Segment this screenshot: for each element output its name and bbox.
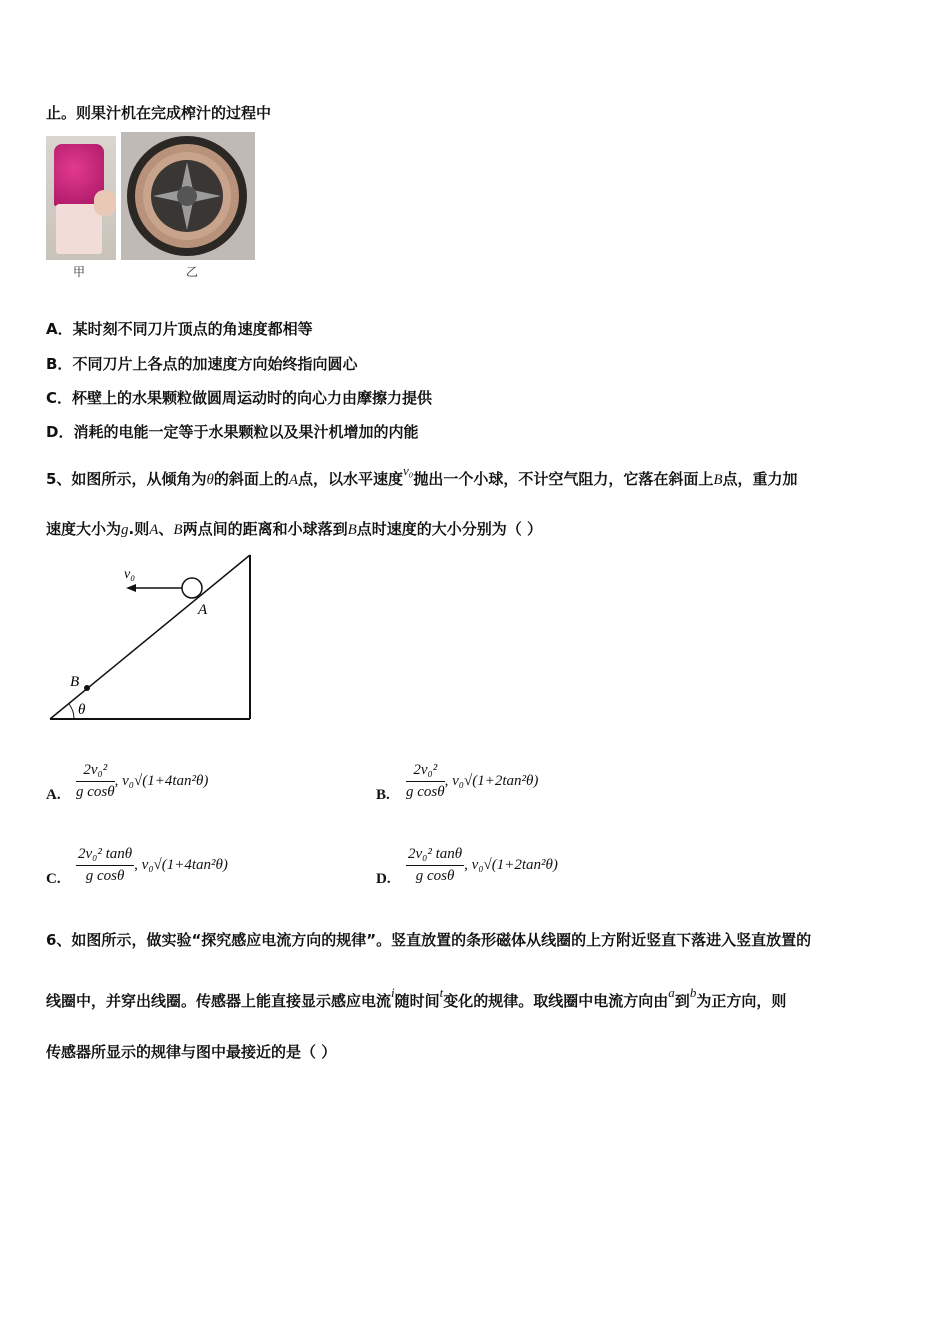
- q5-line-1: [46, 463, 798, 489]
- option-label: A．: [46, 320, 73, 338]
- incline-slope: [50, 555, 250, 719]
- t-symbol: t: [439, 985, 444, 1000]
- fraction: [406, 762, 445, 801]
- text: 为正方向，则: [696, 992, 787, 1010]
- ball: [182, 578, 202, 598]
- figure-label-jia: 甲: [73, 265, 86, 279]
- figure-label-yi: 乙: [186, 265, 199, 279]
- text: 点时速度的大小分别为（ ）: [356, 520, 542, 538]
- point-b-label: B: [70, 674, 80, 690]
- q6-line-3: 传感器所显示的规律与图中最接近的是（ ）: [46, 1043, 337, 1061]
- top-line: 止。则果汁机在完成榨汁的过程中: [46, 104, 272, 122]
- numerator: 2v₀²: [406, 762, 445, 782]
- text: 线圈中，并穿出线圈。传感器上能直接显示感应电流: [46, 992, 392, 1010]
- q6-line-1: 6、如图所示，做实验“探究感应电流方向的规律”。竖直放置的条形磁体从线圈的上方附近竖直下落进入竖直放置的: [46, 931, 812, 949]
- q4-option-b: [46, 353, 357, 374]
- option-label: D．: [46, 423, 74, 441]
- fraction: [76, 846, 134, 885]
- speed-term: , v₀√(1+2tan²θ): [464, 856, 558, 873]
- option-text: 消耗的电能一定等于水果颗粒以及果汁机增加的内能: [73, 423, 419, 441]
- point-b-symbol: B: [173, 522, 183, 538]
- point-a-label: A: [198, 602, 208, 618]
- fraction: [406, 846, 464, 885]
- v0-symbol: v₀: [403, 463, 414, 478]
- velocity-arrowhead: [126, 584, 136, 592]
- option-text: 不同刀片上各点的加速度方向始终指向圆心: [72, 355, 358, 373]
- text: 速度大小为: [46, 520, 122, 538]
- q5-option-b-formula: [406, 762, 538, 801]
- point-b-symbol: B: [713, 472, 723, 488]
- g-symbol: g: [121, 522, 129, 538]
- text: 抛出一个小球，不计空气阻力，它落在斜面上: [413, 470, 714, 488]
- text: 到: [674, 992, 690, 1010]
- option-text: 杯壁上的水果颗粒做圆周运动时的向心力由摩擦力提供: [72, 389, 433, 407]
- q4-option-c: [46, 387, 432, 408]
- text: 点，以水平速度: [298, 470, 404, 488]
- q5-option-c-label: C.: [46, 871, 61, 887]
- q4-option-d: [46, 421, 418, 442]
- option-label: B．: [46, 355, 73, 373]
- numerator: 2v₀² tanθ: [76, 846, 134, 866]
- q5-option-d-label: D.: [376, 871, 391, 887]
- incline-diagram: [40, 548, 270, 728]
- denominator: g cosθ: [406, 784, 445, 800]
- point-a-symbol: A: [288, 472, 299, 488]
- text: 、: [158, 520, 174, 538]
- q4-option-a: [46, 318, 313, 339]
- point-a-symbol: A: [149, 522, 159, 538]
- denominator: g cosθ: [415, 868, 455, 884]
- q5-option-c-formula: [76, 846, 228, 885]
- numerator: 2v₀²: [76, 762, 115, 782]
- option-label: C．: [46, 389, 73, 407]
- juicer-photo-jia: [46, 136, 116, 260]
- q5-option-b-label: B.: [376, 787, 390, 803]
- q5-option-d-formula: [406, 846, 558, 885]
- a-symbol: a: [668, 985, 675, 1000]
- text: 变化的规律。取线圈中电流方向由: [443, 992, 669, 1010]
- numerator: 2v₀² tanθ: [406, 846, 464, 866]
- juicer-photo-yi: [121, 132, 255, 260]
- speed-term: , v₀√(1+4tan²θ): [114, 772, 209, 789]
- text: 的斜面上的: [213, 470, 289, 488]
- q5-line-2: [46, 518, 542, 539]
- denominator: g cosθ: [76, 784, 115, 800]
- theta-symbol: θ: [206, 472, 214, 488]
- option-text: 某时刻不同刀片顶点的角速度都相等: [72, 320, 313, 338]
- fraction: [76, 762, 115, 801]
- blade-top-view: [121, 132, 255, 260]
- text: 5、如图所示，从倾角为: [46, 470, 207, 488]
- text: 随时间: [394, 992, 440, 1010]
- text: 点，重力加: [722, 470, 798, 488]
- point-b-symbol: B: [347, 522, 357, 538]
- speed-term: , v₀√(1+4tan²θ): [134, 856, 228, 873]
- theta-label: θ: [78, 702, 86, 718]
- q5-option-a-label: A.: [46, 787, 61, 803]
- speed-term: , v₀√(1+2tan²θ): [444, 772, 539, 789]
- point-b-dot: [84, 685, 90, 691]
- text: 两点间的距离和小球落到: [182, 520, 348, 538]
- i-symbol: i: [391, 985, 395, 1000]
- angle-arc: [69, 704, 74, 719]
- q6-line-2: [46, 985, 787, 1011]
- q5-option-a-formula: [76, 762, 208, 801]
- denominator: g cosθ: [85, 868, 125, 884]
- text: .则: [128, 520, 150, 538]
- v0-label: v₀: [124, 567, 136, 582]
- b-symbol: b: [689, 985, 697, 1000]
